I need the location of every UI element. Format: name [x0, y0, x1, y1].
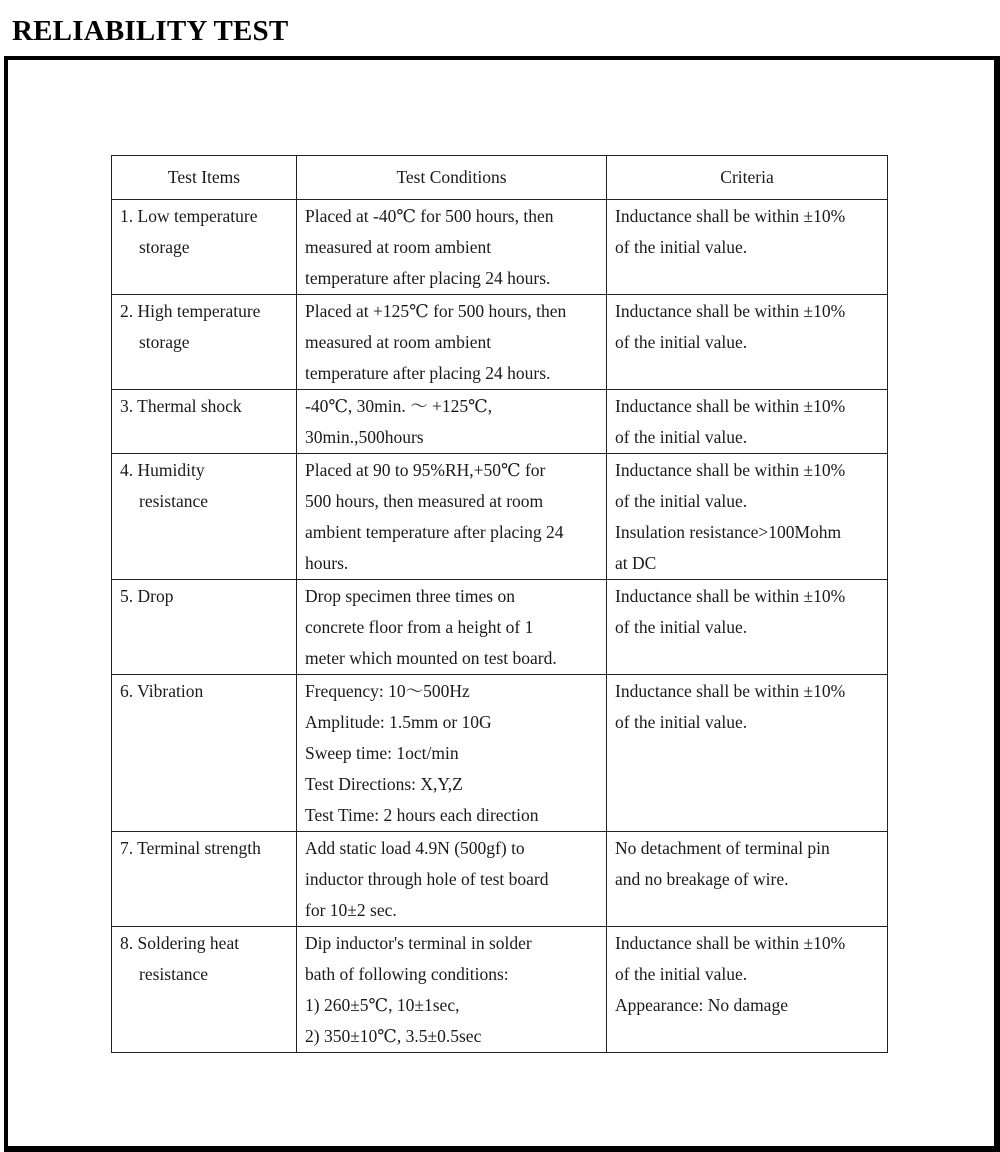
table-header-row: [112, 156, 888, 200]
table-row: [112, 295, 888, 390]
test-item-cell: [112, 675, 297, 832]
test-conditions-cell: Add static load 4.9N (500gf) to inductor through hole of test board for 10±2 sec.: [297, 832, 607, 927]
criteria-cell: No detachment of terminal pin and no breakage of wire.: [607, 832, 888, 927]
column-header-criteria: Criteria: [607, 156, 888, 200]
criteria-cell: Inductance shall be within ±10% of the initial value.: [607, 295, 888, 390]
test-item-cell: [112, 927, 297, 1053]
test-item-cell: [112, 390, 297, 454]
test-item-name: 3. Thermal shock: [120, 396, 242, 416]
table-row: [112, 390, 888, 454]
table-row: [112, 832, 888, 927]
table-row: [112, 200, 888, 295]
test-item-name: 8. Soldering heat: [120, 933, 240, 953]
test-item-cell: [112, 200, 297, 295]
test-item-cell: [112, 295, 297, 390]
test-conditions-cell: Frequency: 10～500Hz Amplitude: 1.5mm or 10G Sweep time: 1oct/min Test Directions: X,Y,Z Test Time: 2 hours each direction: [297, 675, 607, 832]
test-item-cell: [112, 454, 297, 580]
test-item-name-continued: storage: [139, 332, 190, 352]
criteria-cell: Inductance shall be within ±10% of the initial value.: [607, 200, 888, 295]
test-item-name: 1. Low temperature: [120, 206, 258, 226]
criteria-cell: Inductance shall be within ±10% of the initial value.: [607, 675, 888, 832]
test-conditions-cell: Placed at -40℃ for 500 hours, then measured at room ambient temperature after placing 24 hours.: [297, 200, 607, 295]
test-item-cell: [112, 832, 297, 927]
table-row: [112, 675, 888, 832]
page-title: RELIABILITY TEST: [12, 15, 289, 47]
test-conditions-cell: Placed at +125℃ for 500 hours, then measured at room ambient temperature after placing 24 hours.: [297, 295, 607, 390]
test-item-name-continued: storage: [139, 237, 190, 257]
table-row: [112, 927, 888, 1053]
test-item-name: 7. Terminal strength: [120, 838, 261, 858]
criteria-cell: Inductance shall be within ±10% of the initial value. Insulation resistance>100Mohm at DC: [607, 454, 888, 580]
test-item-cell: [112, 580, 297, 675]
test-conditions-cell: Drop specimen three times on concrete floor from a height of 1 meter which mounted on test board.: [297, 580, 607, 675]
table-row: [112, 580, 888, 675]
test-item-name: 6. Vibration: [120, 681, 204, 701]
criteria-cell: Inductance shall be within ±10% of the initial value.: [607, 390, 888, 454]
test-item-name-continued: resistance: [139, 964, 208, 984]
column-header-test-items: Test Items: [112, 156, 297, 200]
criteria-cell: Inductance shall be within ±10% of the initial value. Appearance: No damage: [607, 927, 888, 1053]
criteria-cell: Inductance shall be within ±10% of the initial value.: [607, 580, 888, 675]
test-conditions-cell: -40℃, 30min. ～ +125℃, 30min.,500hours: [297, 390, 607, 454]
test-item-name: 4. Humidity: [120, 460, 205, 480]
table-row: [112, 454, 888, 580]
column-header-test-conditions: Test Conditions: [297, 156, 607, 200]
reliability-test-table: [111, 155, 888, 1053]
test-item-name-continued: resistance: [139, 491, 208, 511]
test-conditions-cell: Dip inductor's terminal in solder bath of following conditions: 1) 260±5℃, 10±1sec, 2) 350±10℃, 3.5±0.5sec: [297, 927, 607, 1053]
test-item-name: 5. Drop: [120, 586, 174, 606]
test-conditions-cell: Placed at 90 to 95%RH,+50℃ for 500 hours, then measured at room ambient temperature after placing 24 hours.: [297, 454, 607, 580]
test-item-name: 2. High temperature: [120, 301, 261, 321]
